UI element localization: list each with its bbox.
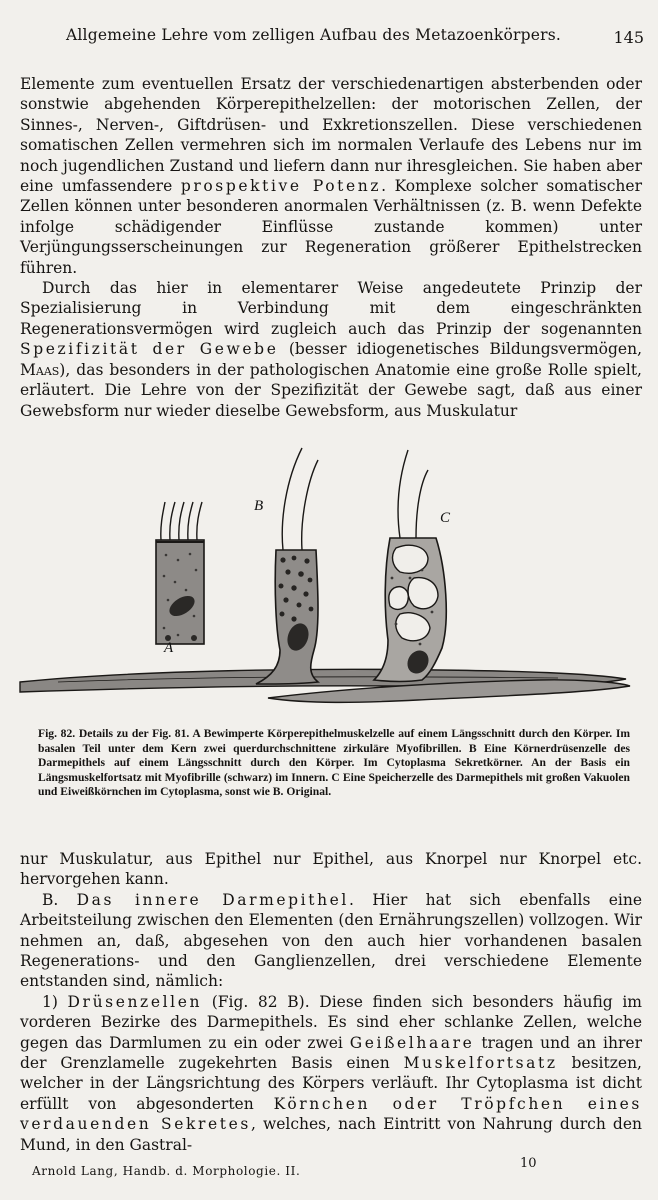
figure-caption: Fig. 82. Details zu der Fig. 81. A Bewimperte Körperepithelmuskelzelle auf einem Längsschnitt durch den Körper. Im basalen Teil unter dem Kern zwei querdurchschnittene zirkuläre Myofibrillen. B Eine Körnerdrüsenzelle des Darmepithels auf einem Längsschnitt durch den Körper. Im Cytoplasma Sekretkörner. An der Basis ein Längsmuskelfortsatz mit Myofibrille (schwarz) im Innern. C Eine Speicherzelle des Darmepithels mit großen Vakuolen und Eiweißkörnchen im Cytoplasma, sonst wie B. Original. xyxy=(38,727,630,799)
paragraph xyxy=(20,74,642,278)
text-run: (Fig. 82 B). Diese finden sich besonders häufig im vorderen Bezirke des Darmepithels. Es sind eher schlanke Zellen, welche gegen das Darmlumen zu ein oder zwei xyxy=(20,992,642,1052)
cell-c xyxy=(374,450,451,682)
paragraph xyxy=(20,849,642,890)
text-run: 1) xyxy=(42,992,68,1011)
text-run: . Hier hat sich ebenfalls eine Arbeitsteilung zwischen den Elementen (den Ernährungszellen) vollzogen. Wir nehmen an, daß, abgesehen von den auch hier vorhandenen basalen Regenerations- und den Ganglienzellen, drei verschiedene Elemente entstanden sind, nämlich: xyxy=(20,890,643,991)
text-run: (besser idiogenetisches Bildungsvermögen, xyxy=(278,340,642,359)
spaced-emphasis: Geißelhaare xyxy=(349,1033,475,1052)
paragraph xyxy=(20,278,642,421)
text-run: B. xyxy=(42,890,77,909)
text-run: Elemente zum eventuellen Ersatz der verschiedenartigen absterbenden oder sonstwie abgehenden Körperepithelzellen: der motorischen Zellen, der Sinnes-, Nerven-, Giftdrüsen- und Exkretionszellen. Diese verschiedenen somatischen Zellen vermehren sich im normalen Verlaufe des Lebens nur im noch jugendlichen Zustand und liefern dann nur ihresgleichen. Sie haben aber eine umfassendere xyxy=(20,75,642,196)
page-footer xyxy=(32,1150,558,1184)
label-c: C xyxy=(440,510,451,526)
book-reference: Arnold Lang, Handb. d. Morphologie. II. xyxy=(32,1164,301,1178)
spaced-emphasis: Körnchen oder Tröpfchen eines verdauenden Sekretes xyxy=(20,1094,642,1134)
flagellum xyxy=(398,450,428,538)
spaced-emphasis: Drüsenzellen xyxy=(67,992,203,1011)
sheet-signature: 10 xyxy=(520,1156,537,1171)
cilia xyxy=(161,502,202,540)
paragraph xyxy=(20,992,642,1155)
running-title: Allgemeine Lehre vom zelligen Aufbau des Metazoenkörpers. xyxy=(66,26,562,44)
label-a: A xyxy=(164,640,174,656)
text-run: . Komplexe solcher somatischer Zellen können unter besonderen anormalen Verhältnissen (z. B. wenn Defekte infolge schädigender Einflüsse zustande kommen) unter Verjüngungsserscheinungen zur Regeneration größerer Epithelstrecken führen. xyxy=(20,177,642,277)
cell-a xyxy=(156,502,204,656)
cell-b xyxy=(254,448,318,684)
figure-82 xyxy=(18,430,640,720)
text-run: ), das besonders in der pathologischen Anatomie eine große Rolle spielt, erläutert. Die Lehre von der Spezifizität der Gewebe sagt, daß aus einer Gewebsform nur wieder dieselbe Gewebsform, aus Muskulatur xyxy=(20,360,642,420)
label-b: B xyxy=(254,498,264,514)
page-header xyxy=(20,26,644,52)
flagellum xyxy=(282,448,318,550)
text-run: besitzen, welcher in der Längsrichtung des Körpers verläuft. Ihr Cytoplasma ist dicht erfüllt von abgesonderten xyxy=(20,1054,642,1113)
text-run: Durch das hier in elementarer Weise angedeutete Prinzip der Spezialisierung in Verbindung mit dem eingeschränkten Regenerationsvermögen wird zugleich auch das Prinzip der sogenannten xyxy=(20,279,642,338)
body-text-bottom xyxy=(20,849,642,1155)
body-text-top xyxy=(20,74,642,421)
paragraph xyxy=(20,890,642,992)
spaced-emphasis: Spezifizität der Gewebe xyxy=(20,340,279,359)
text-run: tragen und an ihrer der Grenzlamelle zugekehrten Basis einen xyxy=(20,1033,642,1073)
spaced-emphasis: Das innere Darmepithel xyxy=(76,890,349,909)
text-run: nur Muskulatur, aus Epithel nur Epithel, aus Knorpel nur Knorpel etc. hervorgehen kann. xyxy=(20,850,642,889)
text-run: , welches, nach Eintritt von Nahrung durch den Mund, in den Gastral- xyxy=(20,1115,642,1154)
figure-82-drawing xyxy=(18,430,640,720)
spaced-emphasis: Muskelfortsatz xyxy=(403,1054,558,1073)
spaced-emphasis: prospektive Potenz xyxy=(180,177,382,196)
page-number: 145 xyxy=(613,28,644,47)
author-name: Maas xyxy=(20,360,60,379)
